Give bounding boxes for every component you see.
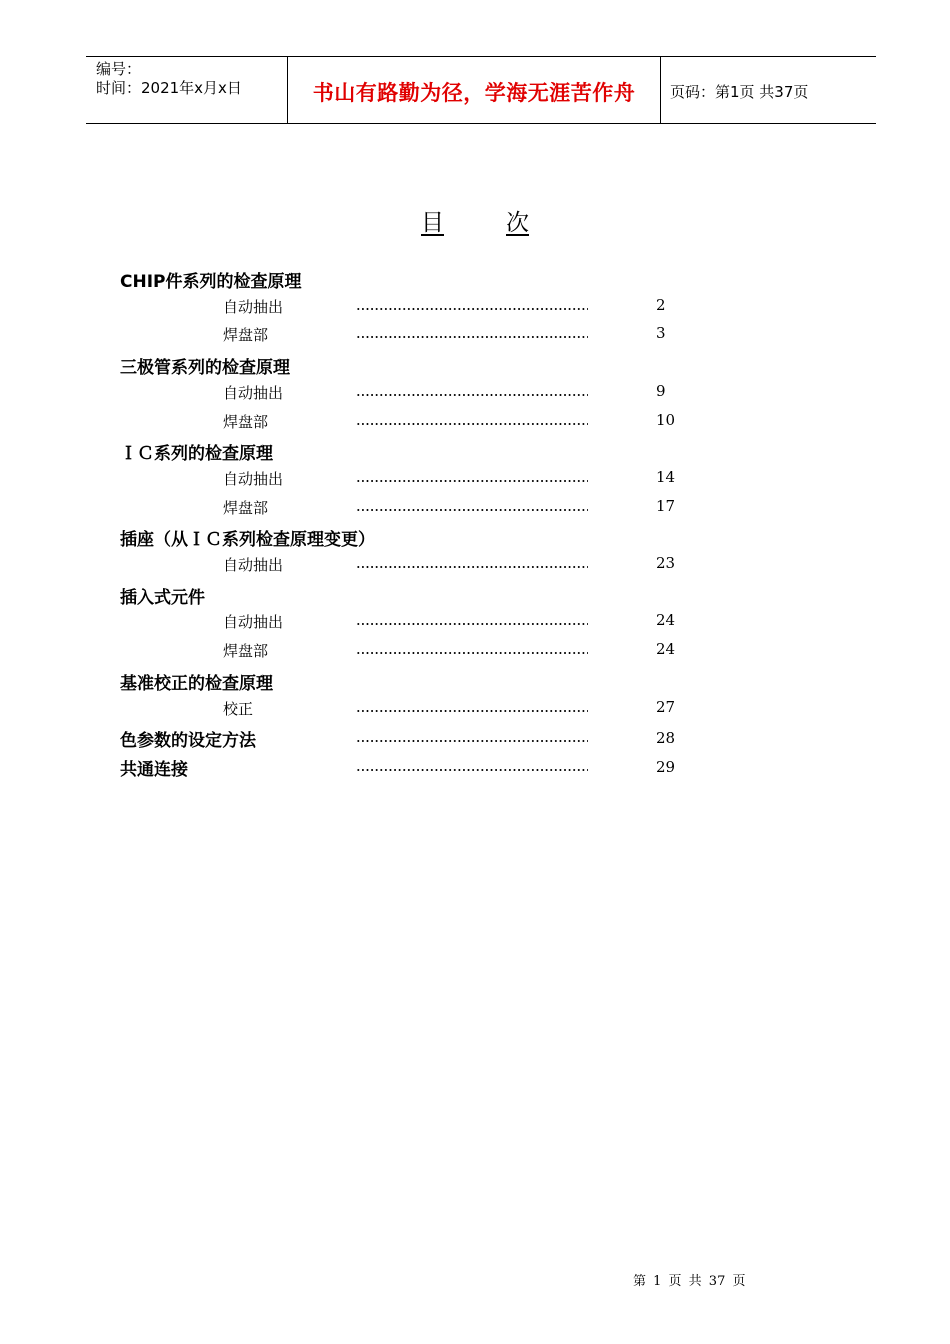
toc-title	[0, 204, 950, 237]
toc-section[interactable]	[0, 755, 950, 783]
toc-section-title: 基准校正的检查原理	[120, 673, 273, 694]
toc-entry[interactable]	[0, 698, 950, 726]
toc-leader-dots	[356, 308, 588, 310]
toc-entry-label: 自动抽出	[223, 297, 284, 316]
toc-leader-dots	[356, 566, 588, 568]
toc-section[interactable]	[0, 583, 950, 611]
toc-page-number: 17	[656, 496, 676, 515]
page-header	[86, 56, 876, 124]
toc-page-number: 10	[656, 410, 676, 429]
toc-page-number: 29	[656, 757, 676, 776]
toc-leader-dots	[356, 394, 588, 396]
toc-entry[interactable]	[0, 382, 950, 410]
toc-section-title: 插座（从ＩＣ系列检查原理变更）	[120, 530, 375, 551]
toc-section[interactable]	[0, 525, 950, 553]
toc-page-number: 24	[656, 640, 676, 659]
page-footer: 第 1 页 共 37 页	[633, 1274, 746, 1289]
toc-page-number: 27	[656, 697, 676, 716]
toc-page-number: 24	[656, 611, 676, 630]
toc-leader-dots	[356, 710, 588, 712]
toc-section[interactable]	[0, 726, 950, 754]
time-label: 时间：2021年x月x日	[96, 79, 242, 97]
toc-entry-label: 自动抽出	[223, 383, 284, 402]
toc-title-text	[421, 210, 529, 236]
toc-entry[interactable]	[0, 324, 950, 352]
toc-leader-dots	[356, 769, 588, 771]
toc-section[interactable]	[0, 669, 950, 697]
toc-section-title: 三极管系列的检查原理	[120, 358, 290, 379]
toc-leader-dots	[356, 623, 588, 625]
toc-title-left: 目	[421, 210, 444, 236]
toc-page-number: 2	[656, 295, 666, 314]
toc-entry-label: 校正	[223, 699, 254, 718]
toc-entry[interactable]	[0, 468, 950, 496]
toc-leader-dots	[356, 509, 588, 511]
toc-page-number: 3	[656, 324, 666, 343]
toc-entry[interactable]	[0, 411, 950, 439]
number-label: 编号：	[96, 60, 142, 78]
toc-page-number: 9	[656, 381, 666, 400]
toc-section[interactable]	[0, 267, 950, 295]
toc-page-number: 14	[656, 467, 676, 486]
toc-section-title: CHIP件系列的检查原理	[120, 272, 302, 292]
header-meta	[96, 60, 242, 98]
toc-leader-dots	[356, 423, 588, 425]
toc-entry-label: 自动抽出	[223, 556, 284, 574]
toc-entry[interactable]	[0, 554, 950, 582]
toc-section-title: 共通连接	[120, 759, 188, 780]
toc-entry-label: 自动抽出	[223, 613, 284, 632]
toc-section[interactable]	[0, 439, 950, 467]
header-divider	[660, 57, 661, 123]
toc-entry-label: 自动抽出	[223, 469, 284, 488]
toc-entry[interactable]	[0, 497, 950, 525]
toc-leader-dots	[356, 480, 588, 482]
toc-title-right: 次	[506, 210, 529, 236]
toc-entry-label: 焊盘部	[223, 412, 269, 431]
toc-page-number: 28	[656, 729, 676, 748]
toc-leader-dots	[356, 336, 588, 338]
toc-leader-dots	[356, 652, 588, 654]
header-motto: 书山有路勤为径，学海无涯苦作舟	[312, 81, 636, 105]
toc-page-number: 23	[656, 554, 676, 572]
toc-entry[interactable]	[0, 640, 950, 668]
toc-section-title: 插入式元件	[120, 587, 205, 608]
toc-entry-label: 焊盘部	[223, 326, 269, 345]
toc-entry-label: 焊盘部	[223, 642, 269, 661]
toc-section-title: ＩＣ系列的检查原理	[120, 444, 273, 465]
toc-section-title: 色参数的设定方法	[120, 731, 256, 752]
toc-entry-label: 焊盘部	[223, 498, 269, 517]
header-page-info: 页码：第1页 共37页	[670, 83, 809, 101]
toc-entry[interactable]	[0, 611, 950, 639]
toc-leader-dots	[356, 740, 588, 742]
toc-entry[interactable]	[0, 296, 950, 324]
toc-section[interactable]	[0, 353, 950, 381]
